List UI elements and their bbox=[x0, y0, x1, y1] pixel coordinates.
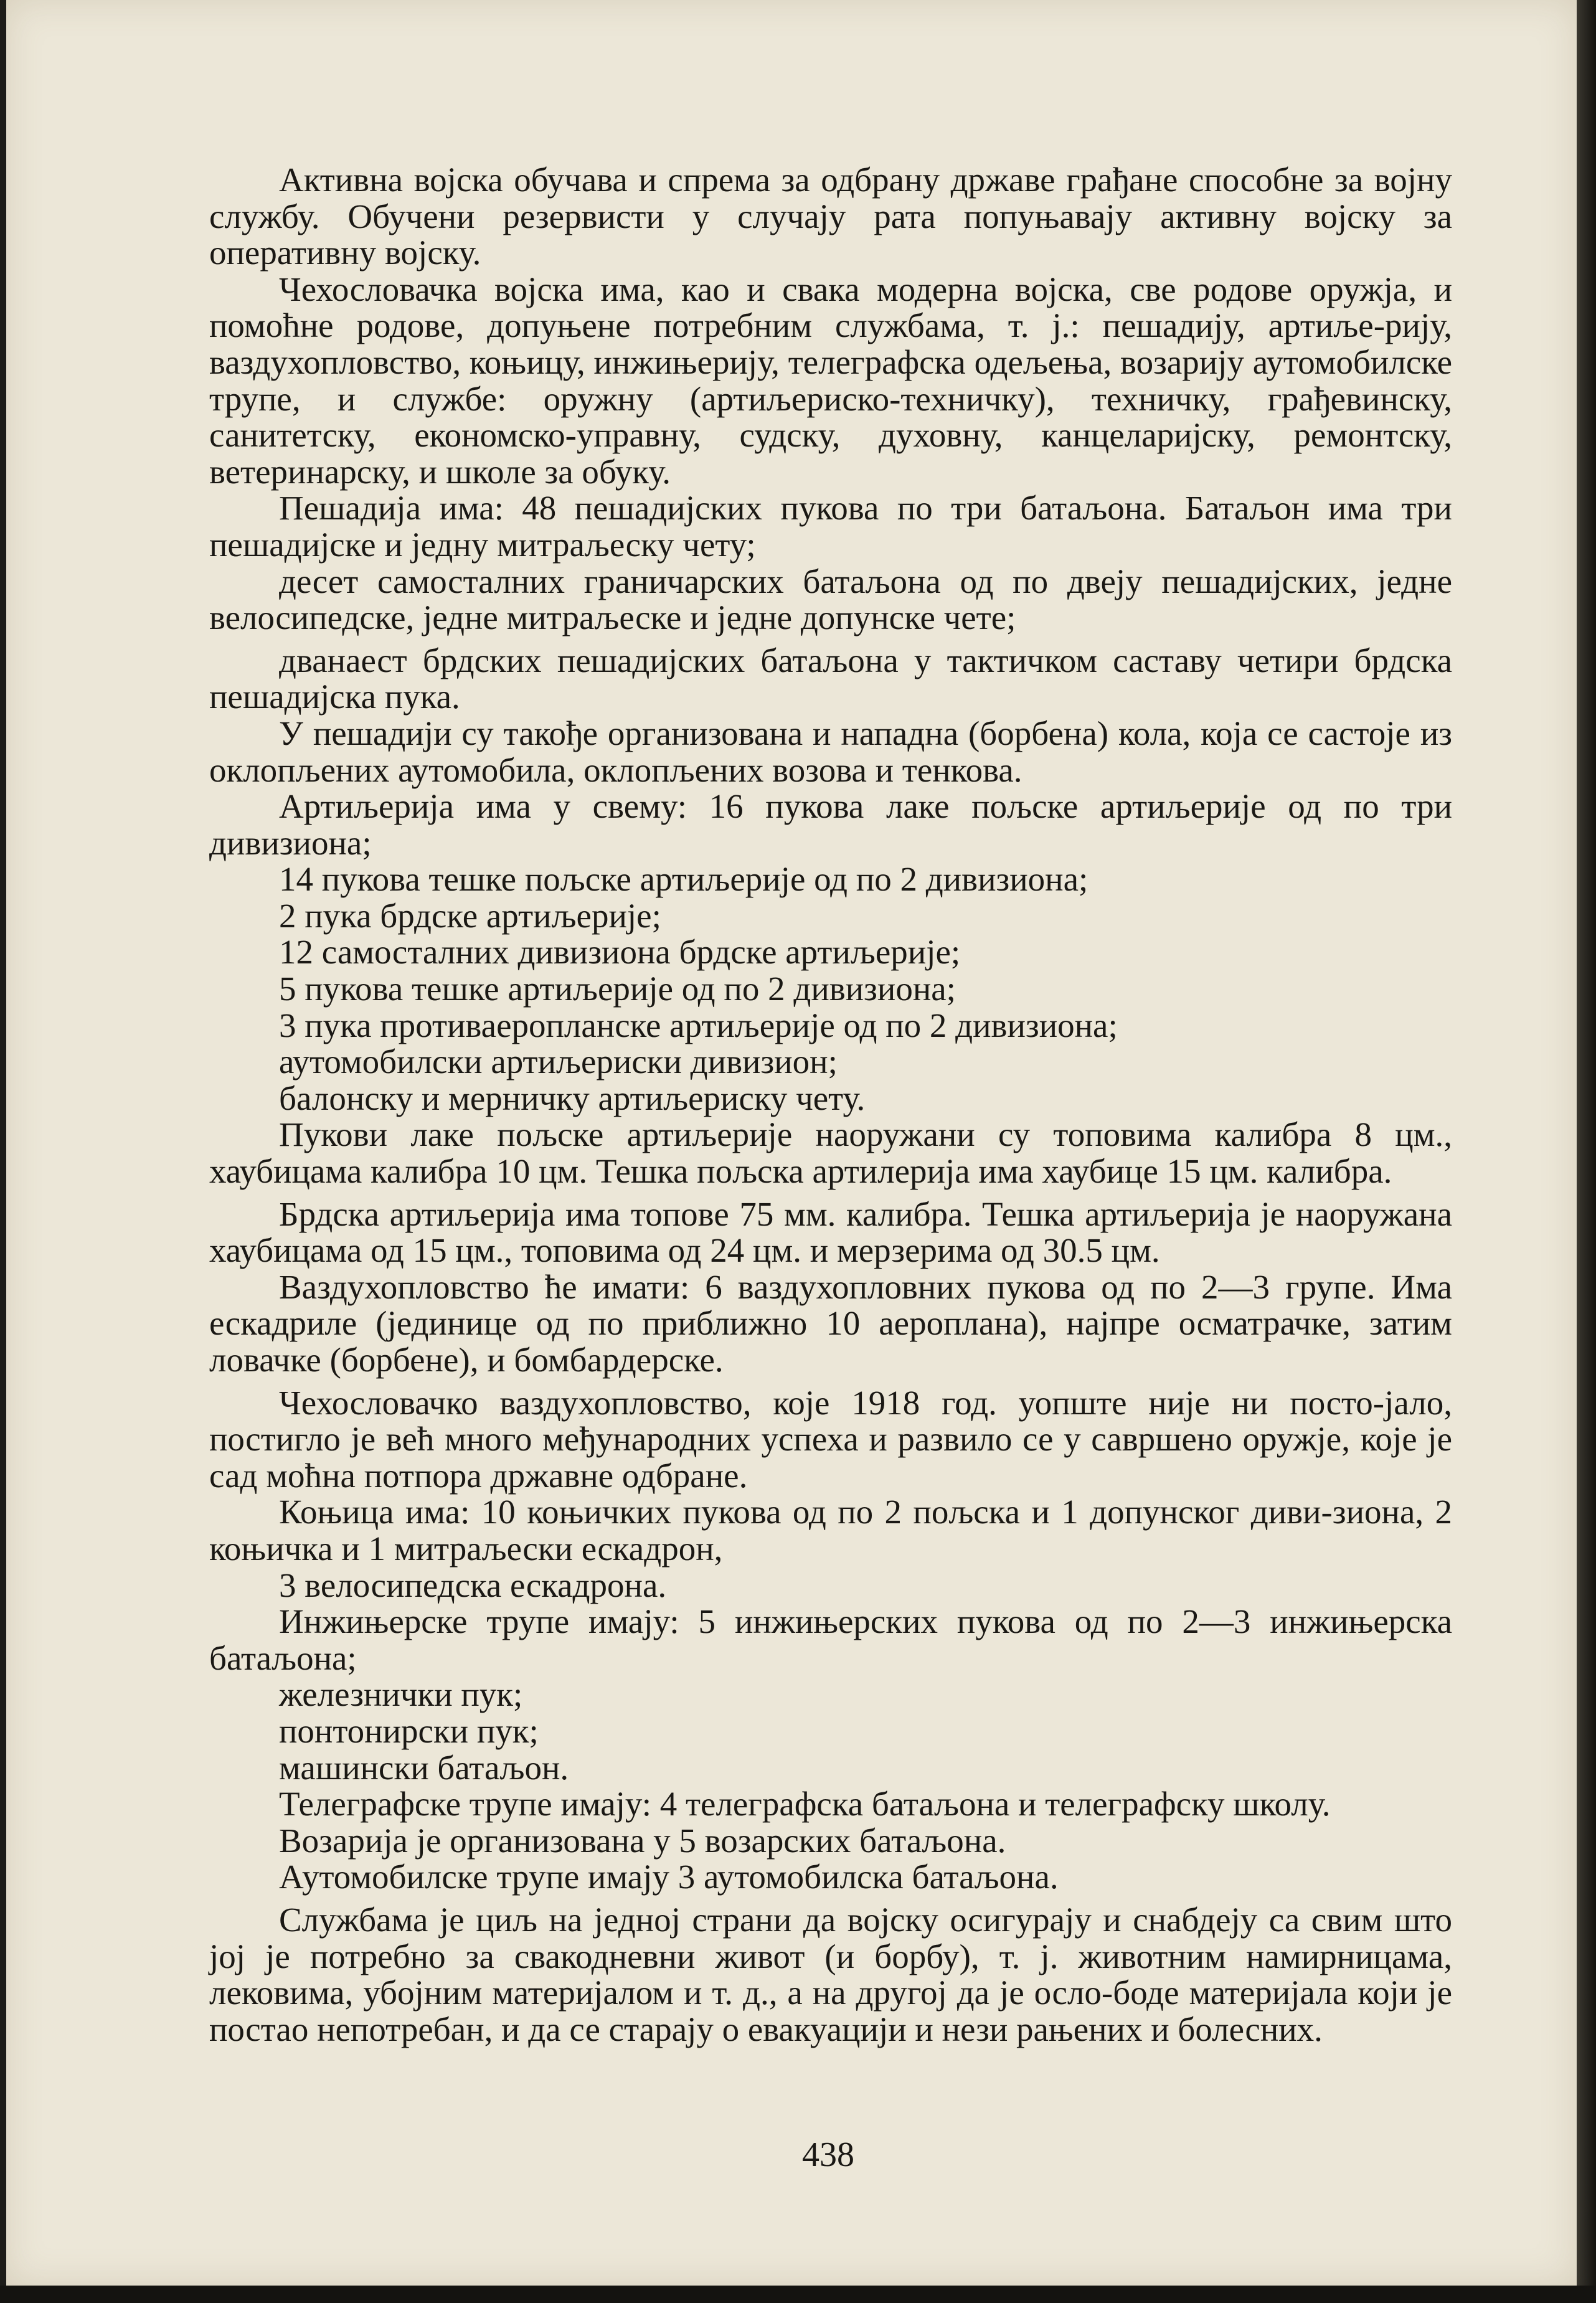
paragraph: Чехословачка војска има, као и свака модерна војска, све родове оружја, и помоћне родове, допуњене потребним службама, т. ј.: пешадију, артиље-рију, ваздухопловство, коњицу, инжињерију, телеграфска одељења, возарију аутомобилске трупе, и службе: оружну (артиљериско-техничку), техничку, грађевинску, санитетску, економско-управну, судску, духовну, канцеларијску, ремонтску, ветеринарску, и школе за обуку. bbox=[209, 270, 1452, 491]
paragraph: Артиљерија има у свему: 16 пукова лаке пољске артиљерије од по три дивизиона; bbox=[209, 787, 1452, 862]
paragraph: Чехословачко ваздухопловство, које 1918 год. уопште није ни посто-јало, постигло је већ много међународних успеха и развило се у савршено оружје, које је сад моћна потпора државне одбране. bbox=[209, 1383, 1452, 1495]
paragraph: Ваздухопловство ће имати: 6 ваздухопловних пукова од по 2—3 групе. Има ескадриле (јединице од по приближно 10 аероплана), најпре осматрачке, затим ловачке (борбене), и бомбардерске. bbox=[209, 1267, 1452, 1379]
paragraph: дванаест брдских пешадијских батаљона у тактичком саставу четири брдска пешадијска пука. bbox=[209, 641, 1452, 716]
scan-edge-right bbox=[1577, 0, 1596, 2303]
paragraph: 5 пукова тешке артиљерије од по 2 дивизиона; bbox=[279, 970, 956, 1008]
paragraph: Пукови лаке пољске артиљерије наоружани су топовима калибра 8 цм., хаубицама калибра 10 цм. Тешка пољска артилерија има хаубице 15 цм. калибра. bbox=[209, 1115, 1452, 1191]
paragraph: 14 пукова тешке пољске артиљерије од по 2 дивизиона; bbox=[279, 860, 1088, 899]
paragraph: Коњица има: 10 коњичких пукова од по 2 пољска и 1 допунског диви-зиона, 2 коњичка и 1 митраљески ескадрон, bbox=[209, 1493, 1452, 1568]
paragraph: аутомобилски артиљериски дивизион; bbox=[279, 1043, 838, 1081]
paragraph: 3 пука противаеропланске артиљерије од по 2 дивизиона; bbox=[279, 1006, 1118, 1044]
paragraph: железнички пук; bbox=[279, 1675, 523, 1714]
paragraph: Активна војска обучава и спрема за одбрану државе грађане способне за војну службу. Обучени резервисти у случају рата попуњавају активну војску за оперативну војску. bbox=[209, 161, 1452, 272]
scan-edge-bottom bbox=[0, 2286, 1596, 2303]
paragraph: 2 пука брдске артиљерије; bbox=[279, 896, 661, 935]
page-number: 438 bbox=[802, 2135, 854, 2174]
paragraph: Возарија је организована у 5 возарских батаљона. bbox=[279, 1821, 1006, 1860]
paragraph: 3 велосипедска ескадрона. bbox=[279, 1566, 667, 1604]
paragraph: Телеграфске трупе имају: 4 телеграфска батаљона и телеграфску школу. bbox=[279, 1785, 1331, 1823]
paragraph: понтонирски пук; bbox=[279, 1711, 539, 1750]
paragraph: балонску и мерничку артиљериску чету. bbox=[279, 1079, 866, 1117]
paragraph: Аутомобилске трупе имају 3 аутомобилска батаљона. bbox=[279, 1858, 1059, 1896]
paragraph: Брдска артиљерија има топове 75 мм. калибра. Тешка артиљерија је наоружана хаубицама од 15 цм., топовима од 24 цм. и мерзерима од 30.5 цм. bbox=[209, 1194, 1452, 1270]
paragraph: Пешадија има: 48 пешадијских пукова по три батаљона. Батаљон има три пешадијске и једну митраљеску чету; bbox=[209, 489, 1452, 564]
paragraph: машински батаљон. bbox=[279, 1748, 569, 1787]
paragraph: У пешадији су такође организована и нападна (борбена) кола, која се састоје из оклопљених аутомобила, оклопљених возова и тенкова. bbox=[209, 714, 1452, 789]
paragraph: Инжињерске трупе имају: 5 инжињерских пукова од по 2—3 инжињерска батаљона; bbox=[209, 1602, 1452, 1677]
page-text bbox=[209, 162, 1452, 2048]
paragraph: Службама је циљ на једној страни да војску осигурају и снабдеју са свим што јој је потребно за свакодневни живот (и борбу), т. ј. животним намирницама, лековима, убојним материјалом и т. д., а на другој да је осло-боде материјала који је постао непотребан, и да се старају о евакуацији и нези рањених и болесних. bbox=[209, 1900, 1452, 2048]
paragraph: 12 самосталних дивизиона брдске артиљерије; bbox=[279, 933, 961, 972]
paragraph: десет самосталних граничарских батаљона од по двеју пешадијских, једне велосипедске, једне митраљеске и једне допунске чете; bbox=[209, 562, 1452, 637]
